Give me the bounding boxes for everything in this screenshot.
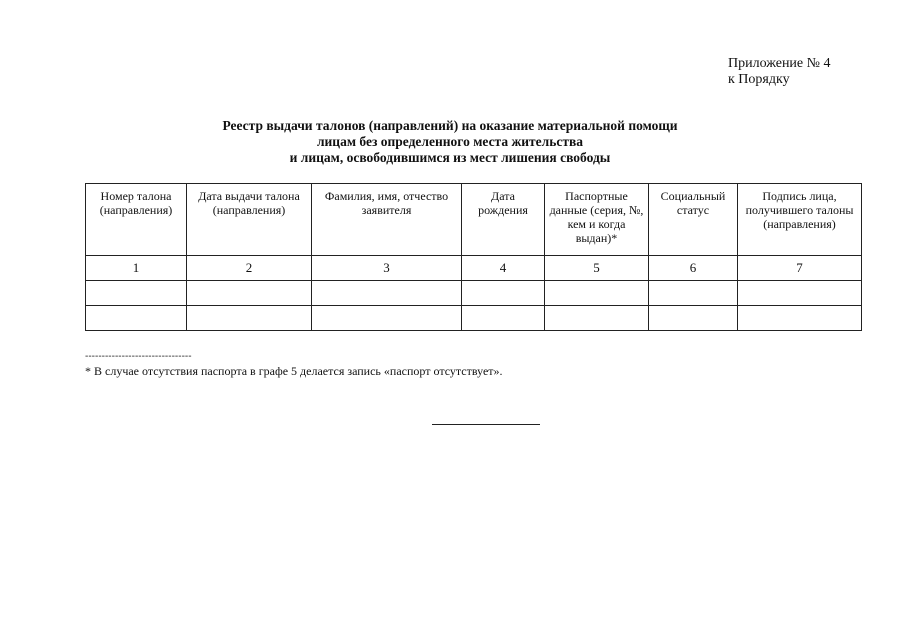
empty-cell	[649, 281, 738, 306]
header-signature: Подпись лица, получившего талоны (направления)	[738, 184, 862, 256]
header-row	[86, 184, 862, 256]
empty-cell	[462, 281, 545, 306]
column-number: 4	[462, 256, 545, 281]
document-title	[140, 118, 760, 166]
footnote-text: * В случае отсутствия паспорта в графе 5 делается запись «паспорт отсутствует».	[85, 364, 503, 378]
column-number: 1	[86, 256, 187, 281]
footnote-separator: --------------------------------	[85, 351, 192, 362]
table-row	[86, 306, 862, 331]
title-line-3: и лицам, освободившимся из мест лишения свободы	[289, 150, 611, 165]
empty-cell	[649, 306, 738, 331]
column-number: 6	[649, 256, 738, 281]
header-applicant-name: Фамилия, имя, отчество заявителя	[312, 184, 462, 256]
registry-table	[85, 183, 862, 331]
empty-cell	[187, 306, 312, 331]
empty-cell	[312, 306, 462, 331]
header-social-status: Социальный статус	[649, 184, 738, 256]
header-issue-date: Дата выдачи талона (направления)	[187, 184, 312, 256]
empty-cell	[738, 306, 862, 331]
empty-cell	[86, 281, 187, 306]
appendix-number: Приложение № 4	[728, 56, 831, 71]
column-number: 2	[187, 256, 312, 281]
empty-cell	[545, 306, 649, 331]
header-birth-date: Дата рождения	[462, 184, 545, 256]
empty-cell	[462, 306, 545, 331]
empty-cell	[545, 281, 649, 306]
title-line-1: Реестр выдачи талонов (направлений) на оказание материальной помощи	[222, 118, 678, 133]
empty-cell	[312, 281, 462, 306]
table-row	[86, 281, 862, 306]
end-of-document-line	[432, 424, 540, 425]
appendix-reference: к Порядку	[728, 72, 790, 87]
header-passport-data: Паспортные данные (серия, №, кем и когда выдан)*	[545, 184, 649, 256]
column-number-row	[86, 256, 862, 281]
column-number: 5	[545, 256, 649, 281]
empty-cell	[187, 281, 312, 306]
column-number: 3	[312, 256, 462, 281]
header-ticket-number: Номер талона (направления)	[86, 184, 187, 256]
empty-cell	[86, 306, 187, 331]
appendix-label	[728, 56, 831, 88]
title-line-2: лицам без определенного места жительства	[316, 134, 584, 149]
empty-cell	[738, 281, 862, 306]
column-number: 7	[738, 256, 862, 281]
